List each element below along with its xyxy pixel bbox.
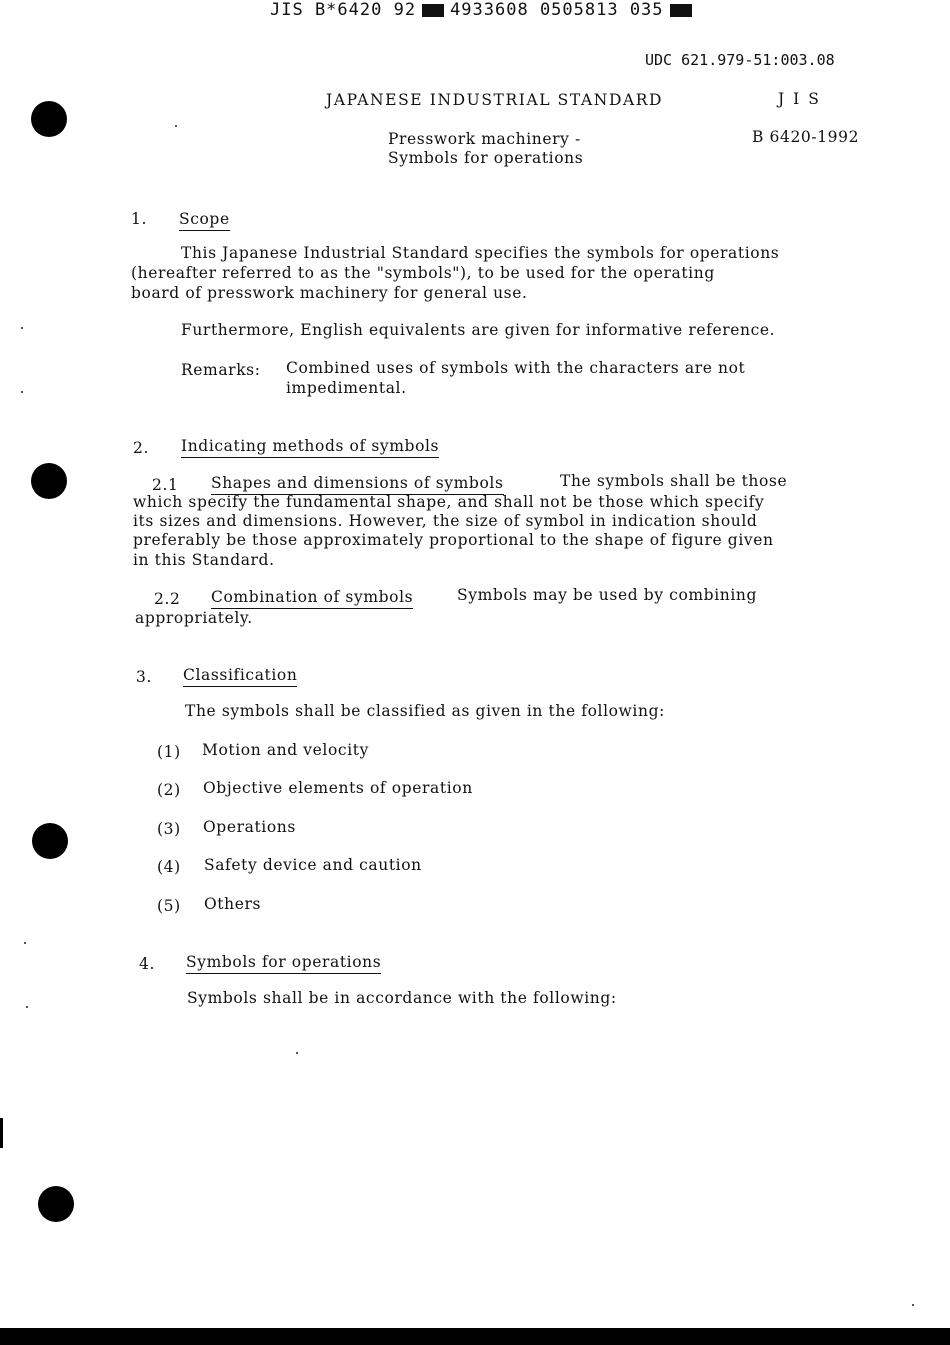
punch-hole — [31, 101, 67, 137]
scan-speck — [175, 125, 177, 127]
section-2-heading: Indicating methods of symbols — [181, 437, 439, 458]
list-item-number: (1) — [157, 743, 181, 761]
list-item-text: Operations — [203, 818, 296, 836]
section-4-heading: Symbols for operations — [186, 953, 381, 974]
section-2-1-number: 2.1 — [152, 476, 179, 494]
section-1-number: 1. — [131, 210, 147, 228]
section-3-number: 3. — [136, 668, 152, 686]
list-item-number: (4) — [157, 858, 181, 876]
list-item-number: (5) — [157, 897, 181, 915]
list-item-number: (3) — [157, 820, 181, 838]
redaction-block — [422, 4, 444, 17]
classification-intro: The symbols shall be classified as given in the following: — [185, 702, 665, 720]
section-2-1-line1: The symbols shall be those — [560, 472, 788, 490]
section-2-1-line2: which specify the fundamental shape, and shall not be those which specify — [133, 493, 765, 511]
scope-para1-line3: board of presswork machinery for general use. — [131, 284, 528, 302]
header-code-right: 4933608 0505813 035 — [450, 0, 664, 20]
scan-speck — [26, 1006, 28, 1008]
punch-hole — [32, 823, 68, 859]
scan-speck — [24, 942, 26, 944]
remarks-line2: impedimental. — [286, 379, 407, 397]
list-item-text: Motion and velocity — [202, 741, 369, 759]
scan-speck — [21, 391, 23, 393]
section-2-2-line2: appropriately. — [135, 609, 253, 627]
section-2-number: 2. — [133, 439, 149, 457]
section-1-heading: Scope — [179, 210, 230, 231]
doc-title-line2: Symbols for operations — [388, 149, 584, 167]
doc-title-line1: Presswork machinery - — [388, 130, 581, 148]
section-4-number: 4. — [139, 955, 155, 973]
section-2-1-line3: its sizes and dimensions. However, the size of symbol in indication should — [133, 512, 758, 530]
section-3-heading: Classification — [183, 666, 297, 687]
scan-header-code — [270, 0, 698, 20]
section-2-2-line1: Symbols may be used by combining — [457, 586, 758, 604]
udc-code: UDC 621.979-51:003.08 — [645, 51, 835, 69]
symbols-intro: Symbols shall be in accordance with the following: — [187, 989, 617, 1007]
scan-bottom-bar — [0, 1328, 950, 1345]
section-2-1-line5: in this Standard. — [133, 551, 275, 569]
header-code-left: JIS B*6420 92 — [270, 0, 417, 20]
scope-para1-line1: This Japanese Industrial Standard specifies the symbols for operations — [181, 244, 780, 262]
scan-speck — [912, 1304, 914, 1306]
org-title: JAPANESE INDUSTRIAL STANDARD — [326, 91, 664, 109]
list-item-number: (2) — [157, 781, 181, 799]
section-2-1-line4: preferably be those approximately proportional to the shape of figure given — [133, 531, 774, 549]
list-item-text: Safety device and caution — [204, 856, 422, 874]
punch-hole — [38, 1186, 74, 1222]
section-2-2-heading: Combination of symbols — [211, 588, 413, 609]
remarks-label: Remarks: — [181, 361, 261, 379]
redaction-block — [670, 4, 692, 17]
punch-hole — [31, 463, 67, 499]
jis-mark: J I S — [778, 90, 821, 108]
section-2-1-heading: Shapes and dimensions of symbols — [211, 474, 504, 495]
list-item-text: Objective elements of operation — [203, 779, 473, 797]
standard-number: B 6420-1992 — [752, 128, 860, 146]
list-item-text: Others — [204, 895, 262, 913]
section-2-2-number: 2.2 — [154, 590, 181, 608]
scan-speck — [21, 327, 23, 329]
scope-para1-line2: (hereafter referred to as the "symbols"), to be used for the operating — [131, 264, 715, 282]
remarks-line1: Combined uses of symbols with the characters are not — [286, 359, 746, 377]
scan-speck — [296, 1052, 298, 1054]
scan-edge-mark — [0, 1118, 3, 1148]
scope-para2: Furthermore, English equivalents are given for informative reference. — [181, 321, 776, 339]
